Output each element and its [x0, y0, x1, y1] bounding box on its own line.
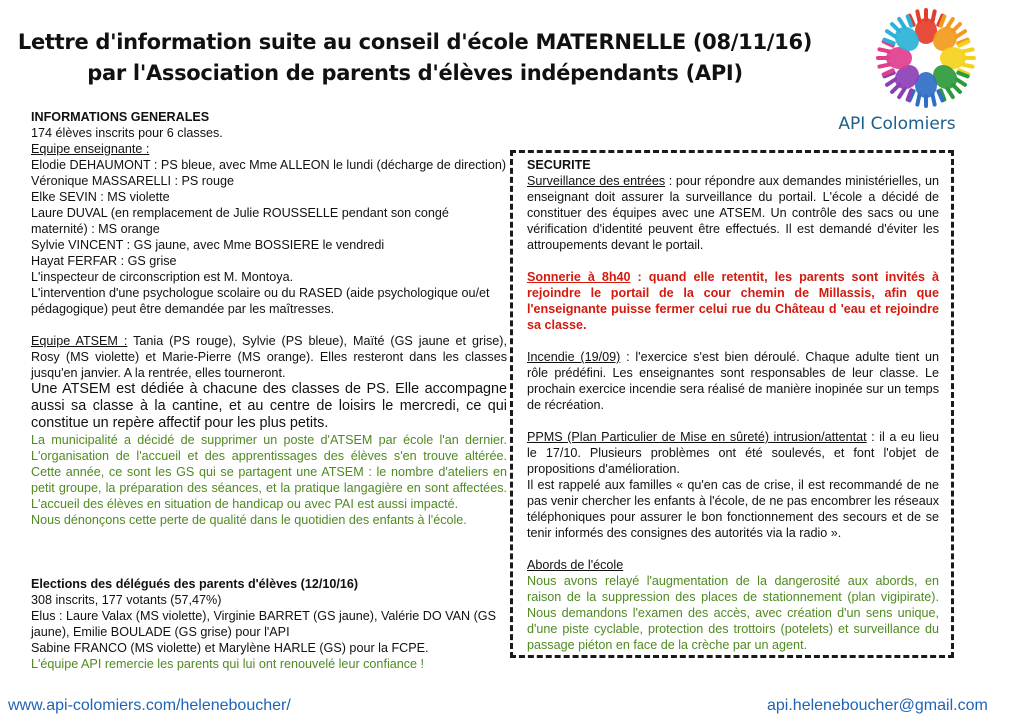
- elections-heading: Elections des délégués des parents d'élèves (12/10/16): [31, 577, 359, 591]
- website-link[interactable]: www.api-colomiers.com/heleneboucher/: [8, 697, 291, 714]
- quality-loss-line: Nous dénonçons cette perte de qualité dans le quotidien des enfants à l'école.: [31, 513, 467, 527]
- teacher-line: Elodie DEHAUMONT : PS bleue, avec Mme ALLEON le lundi (décharge de direction): [31, 158, 507, 172]
- teacher-line: Véronique MASSARELLI : PS rouge: [31, 174, 235, 188]
- entrances-title: Surveillance des entrées: [527, 174, 666, 188]
- teacher-line: Laure DUVAL (en remplacement de Julie ROUSSELLE pendant son congé maternité) : MS orange: [31, 206, 449, 236]
- elections-stats: 308 inscrits, 177 votants (57,47%): [31, 593, 222, 607]
- teacher-line: Elke SEVIN : MS violette: [31, 190, 170, 204]
- surroundings-text: Nous avons relayé l'augmentation de la dangerosité aux abords, en raison de la suppression des places de stationnement (plan vigipirate). Nous demandons l'examen des accès, avec création d'un sens unique, d'une piste cyclable, protection des trottoirs (potelets) et surveillance du passage piéton en face de la crèche par un agent.: [527, 574, 939, 652]
- document-title: [0, 27, 830, 89]
- atsem-cut-paragraph: La municipalité a décidé de supprimer un poste d'ATSEM par école l'an dernier. L'organisation de l'accueil et des apprentissages des élèves s'en trouve altérée. Cette année, ce sont les GS qui se partagent une ATSEM : le nombre d'ateliers en petit groupe, la préparation des séances, et la pratique langagière en sont affectées. L'accueil des élèves en situation de handicap ou avec PAI est aussi impacté.: [31, 433, 507, 511]
- general-info-section: [31, 109, 507, 528]
- fire-title: Incendie (19/09): [527, 350, 621, 364]
- atsem-dedicated-text: Une ATSEM est dédiée à chacune des classes de PS. Elle accompagne aussi sa classe à la cantine, et au centre de loisirs le mercredi, ce qui constitue un repère affectif pour les plus petits.: [31, 381, 507, 431]
- inspector-line: L'inspecteur de circonscription est M. Montoya.: [31, 270, 294, 284]
- atsem-heading: Equipe ATSEM :: [31, 334, 128, 348]
- entrances-paragraph: [527, 173, 939, 253]
- fire-paragraph: [527, 349, 939, 413]
- title-line-2: par l'Association de parents d'élèves indépendants (API): [87, 61, 743, 85]
- email-link[interactable]: api.heleneboucher@gmail.com: [767, 697, 988, 714]
- teacher-line: Sylvie VINCENT : GS jaune, avec Mme BOSSIERE le vendredi: [31, 238, 385, 252]
- entrances-text: : pour répondre aux demandes ministérielles, un enseignant doit assurer la surveillance du portail. L'école a décidé de constituer des équipes avec une ATSEM. Un contrôle des sacs ou une vérification d'identité peuvent être effectués. Il est demandé d'éviter les attroupements devant le portail.: [527, 174, 939, 252]
- ppms-reminder: Il est rappelé aux familles « qu'en cas de crise, il est recommandé de ne pas venir chercher les enfants à l'école, de ne pas encombrer les réseaux téléphoniques pour assurer le bon fonctionnement des secours et de se tenir informés des consignes des autorités via la radio ».: [527, 478, 939, 540]
- students-count: 174 élèves inscrits pour 6 classes.: [31, 126, 223, 140]
- general-heading: INFORMATIONS GENERALES: [31, 110, 210, 124]
- thanks-line: L'équipe API remercie les parents qui lui ont renouvelé leur confiance !: [31, 657, 425, 671]
- bell-text: : quand elle retentit, les parents sont invités à rejoindre le portail de la cour chemin de Millassis, afin que l'enseignante puisse fermer celui rue du Château d 'eau et rejoindre sa classe.: [527, 270, 940, 332]
- teacher-list: [31, 157, 507, 317]
- surroundings-title: Abords de l'école: [527, 558, 624, 572]
- api-elected: Elus : Laure Valax (MS violette), Virginie BARRET (GS jaune), Valérie DO VAN (GS jaune), Emilie BOULADE (GS grise) pour l'API: [31, 609, 496, 639]
- fire-text: : l'exercice s'est bien déroulé. Chaque adulte tient un rôle prédéfini. Les enseignantes sont responsables de leur classe. Le prochain exercice incendie sera réalisé de manière inopinée sur un temps de récréation.: [527, 350, 939, 412]
- logo-text: API Colomiers: [838, 114, 956, 134]
- security-section: [527, 157, 939, 653]
- title-line-1: Lettre d'information suite au conseil d'école MATERNELLE (08/11/16): [17, 30, 813, 54]
- ppms-text: : il a eu lieu le 17/10. Plusieurs problèmes ont été soulevés, et font l'objet de propositions d'amélioration.: [527, 430, 939, 476]
- security-heading: SECURITE: [527, 158, 591, 172]
- atsem-text: Tania (PS rouge), Sylvie (PS bleue), Maïté (GS jaune et grise), Rosy (MS violette) et Marie-Pierre (MS orange). Elles resteront dans les classes jusqu'en janvier. A la rentrée, elles tourneront.: [31, 334, 507, 380]
- ppms-paragraph: [527, 429, 939, 477]
- teacher-team-heading: Equipe enseignante :: [31, 142, 150, 156]
- fcpe-elected: Sabine FRANCO (MS violette) et Marylène HARLE (GS) pour la FCPE.: [31, 641, 429, 655]
- teacher-line: Hayat FERFAR : GS grise: [31, 254, 177, 268]
- ppms-title: PPMS (Plan Particulier de Mise en sûreté) intrusion/attentat: [527, 430, 867, 444]
- bell-title: Sonnerie à 8h40: [527, 270, 631, 284]
- elections-section: [31, 576, 507, 672]
- atsem-paragraph: [31, 333, 507, 381]
- rased-line: L'intervention d'une psychologue scolaire ou du RASED (aide psychologique ou/et pédagogique) peut être demandée par les maîtresses.: [31, 286, 490, 316]
- bell-paragraph: [527, 269, 939, 333]
